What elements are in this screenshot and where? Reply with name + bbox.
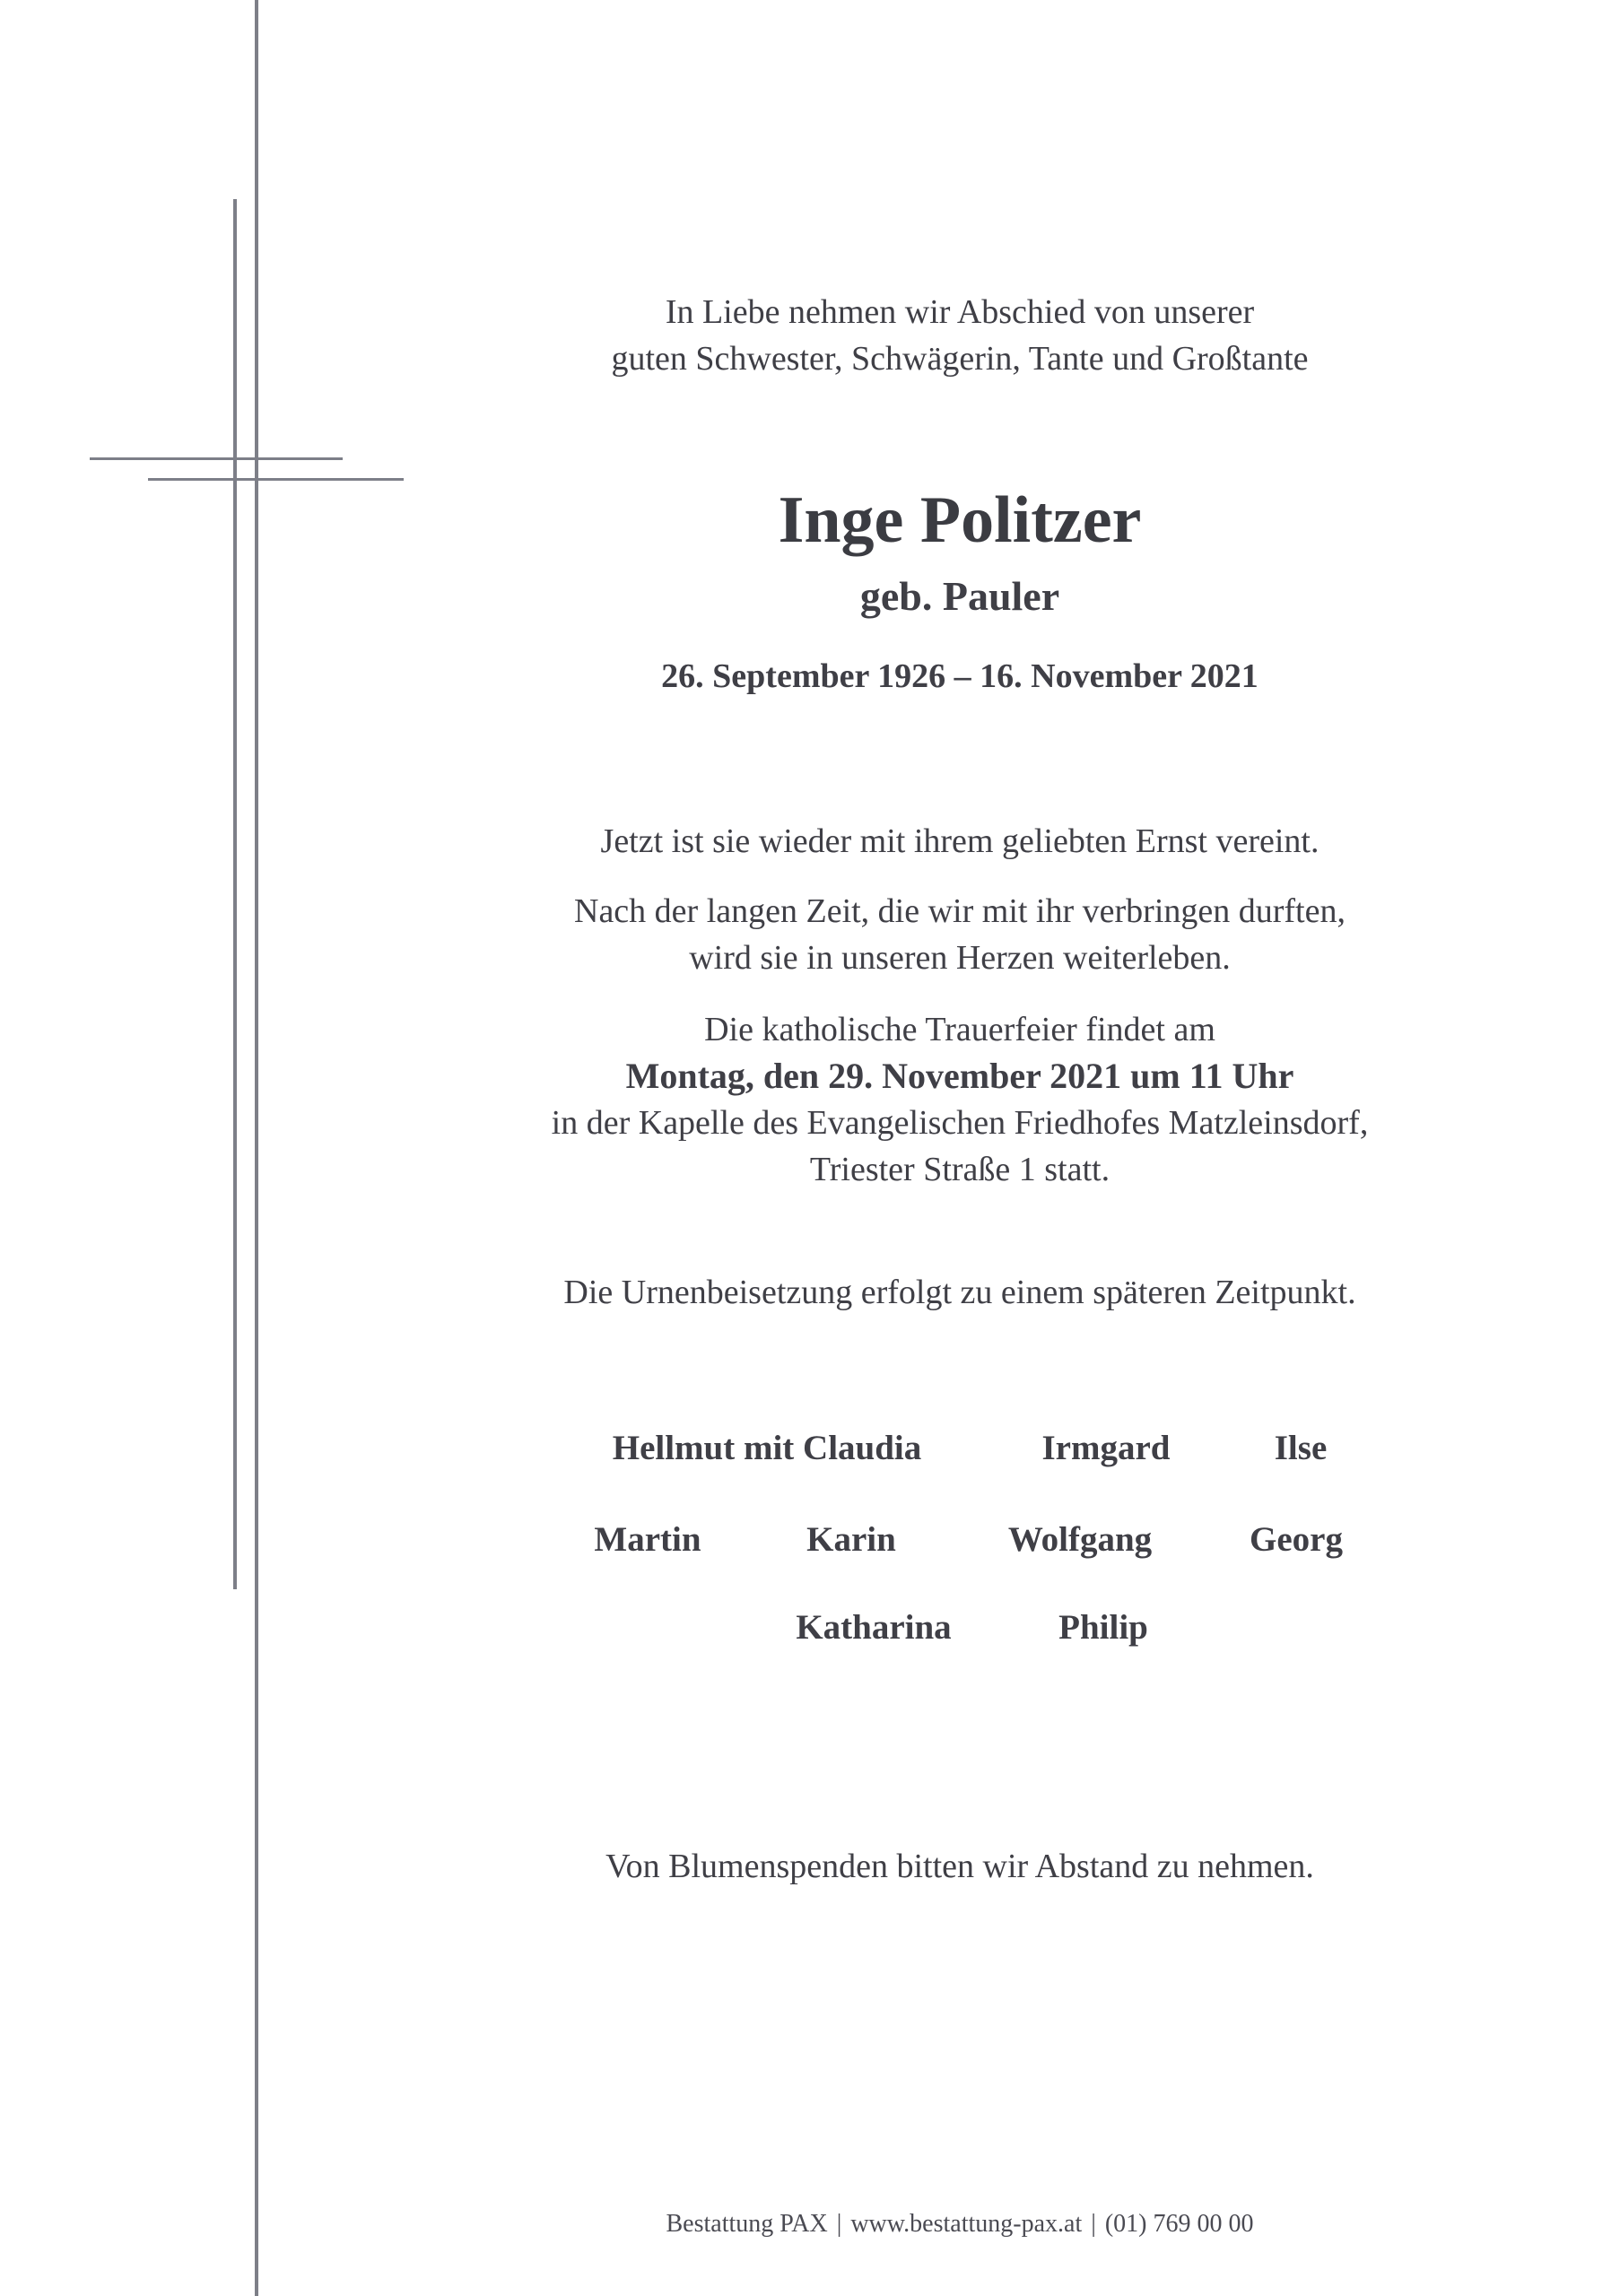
- mourner-name: Hellmut mit Claudia: [612, 1429, 922, 1467]
- footer-separator: |: [1091, 2210, 1096, 2238]
- cross-horizontal-bottom: [148, 478, 404, 481]
- deceased-name: Inge Politzer: [778, 483, 1142, 557]
- footer-website[interactable]: www.bestattung-pax.at: [850, 2210, 1083, 2238]
- mourner-name: Martin: [594, 1520, 701, 1559]
- intro-line-2: guten Schwester, Schwägerin, Tante und Großtante: [611, 340, 1309, 378]
- mourner-name: Philip: [1058, 1608, 1148, 1647]
- cross-vertical-left: [233, 199, 237, 1589]
- mourner-name: Irmgard: [1041, 1429, 1171, 1467]
- footer-contact: [422, 2206, 1498, 2242]
- message-memory: [422, 888, 1498, 981]
- ceremony-address: Triester Straße 1 statt.: [809, 1151, 1110, 1188]
- message-line-3: wird sie in unseren Herzen weiterleben.: [689, 939, 1231, 977]
- footer-separator: |: [836, 2210, 842, 2238]
- mourner-name: Karin: [806, 1520, 896, 1559]
- ceremony-location: in der Kapelle des Evangelischen Friedhofes Matzleinsdorf,: [551, 1104, 1369, 1142]
- footer-company: Bestattung PAX: [666, 2210, 828, 2238]
- ceremony-datetime: Montag, den 29. November 2021 um 11 Uhr: [625, 1056, 1294, 1096]
- message-line-2: Nach der langen Zeit, die wir mit ihr verbringen durften,: [574, 892, 1346, 930]
- flowers-note: Von Blumenspenden bitten wir Abstand zu nehmen.: [605, 1848, 1314, 1885]
- intro-text: [422, 289, 1498, 382]
- mourner-name: Wolfgang: [1007, 1520, 1153, 1559]
- cross-vertical-right: [255, 0, 258, 2296]
- footer-phone[interactable]: (01) 769 00 00: [1104, 2210, 1254, 2238]
- intro-line-1: In Liebe nehmen wir Abschied von unserer: [665, 293, 1255, 331]
- mourner-name: Ilse: [1274, 1429, 1328, 1467]
- cross-horizontal-top: [90, 457, 343, 460]
- ceremony-intro: Die katholische Trauerfeier findet am: [704, 1011, 1215, 1048]
- urn-note: Die Urnenbeisetzung erfolgt zu einem späteren Zeitpunkt.: [563, 1274, 1356, 1311]
- message-reunited: Jetzt ist sie wieder mit ihrem geliebten Ernst vereint.: [600, 822, 1320, 860]
- mourner-name: Katharina: [796, 1608, 952, 1647]
- birth-name: geb. Pauler: [859, 573, 1060, 619]
- life-dates: 26. September 1926 – 16. November 2021: [661, 657, 1259, 695]
- ceremony-info: [422, 1006, 1498, 1193]
- mourner-name: Georg: [1250, 1520, 1343, 1559]
